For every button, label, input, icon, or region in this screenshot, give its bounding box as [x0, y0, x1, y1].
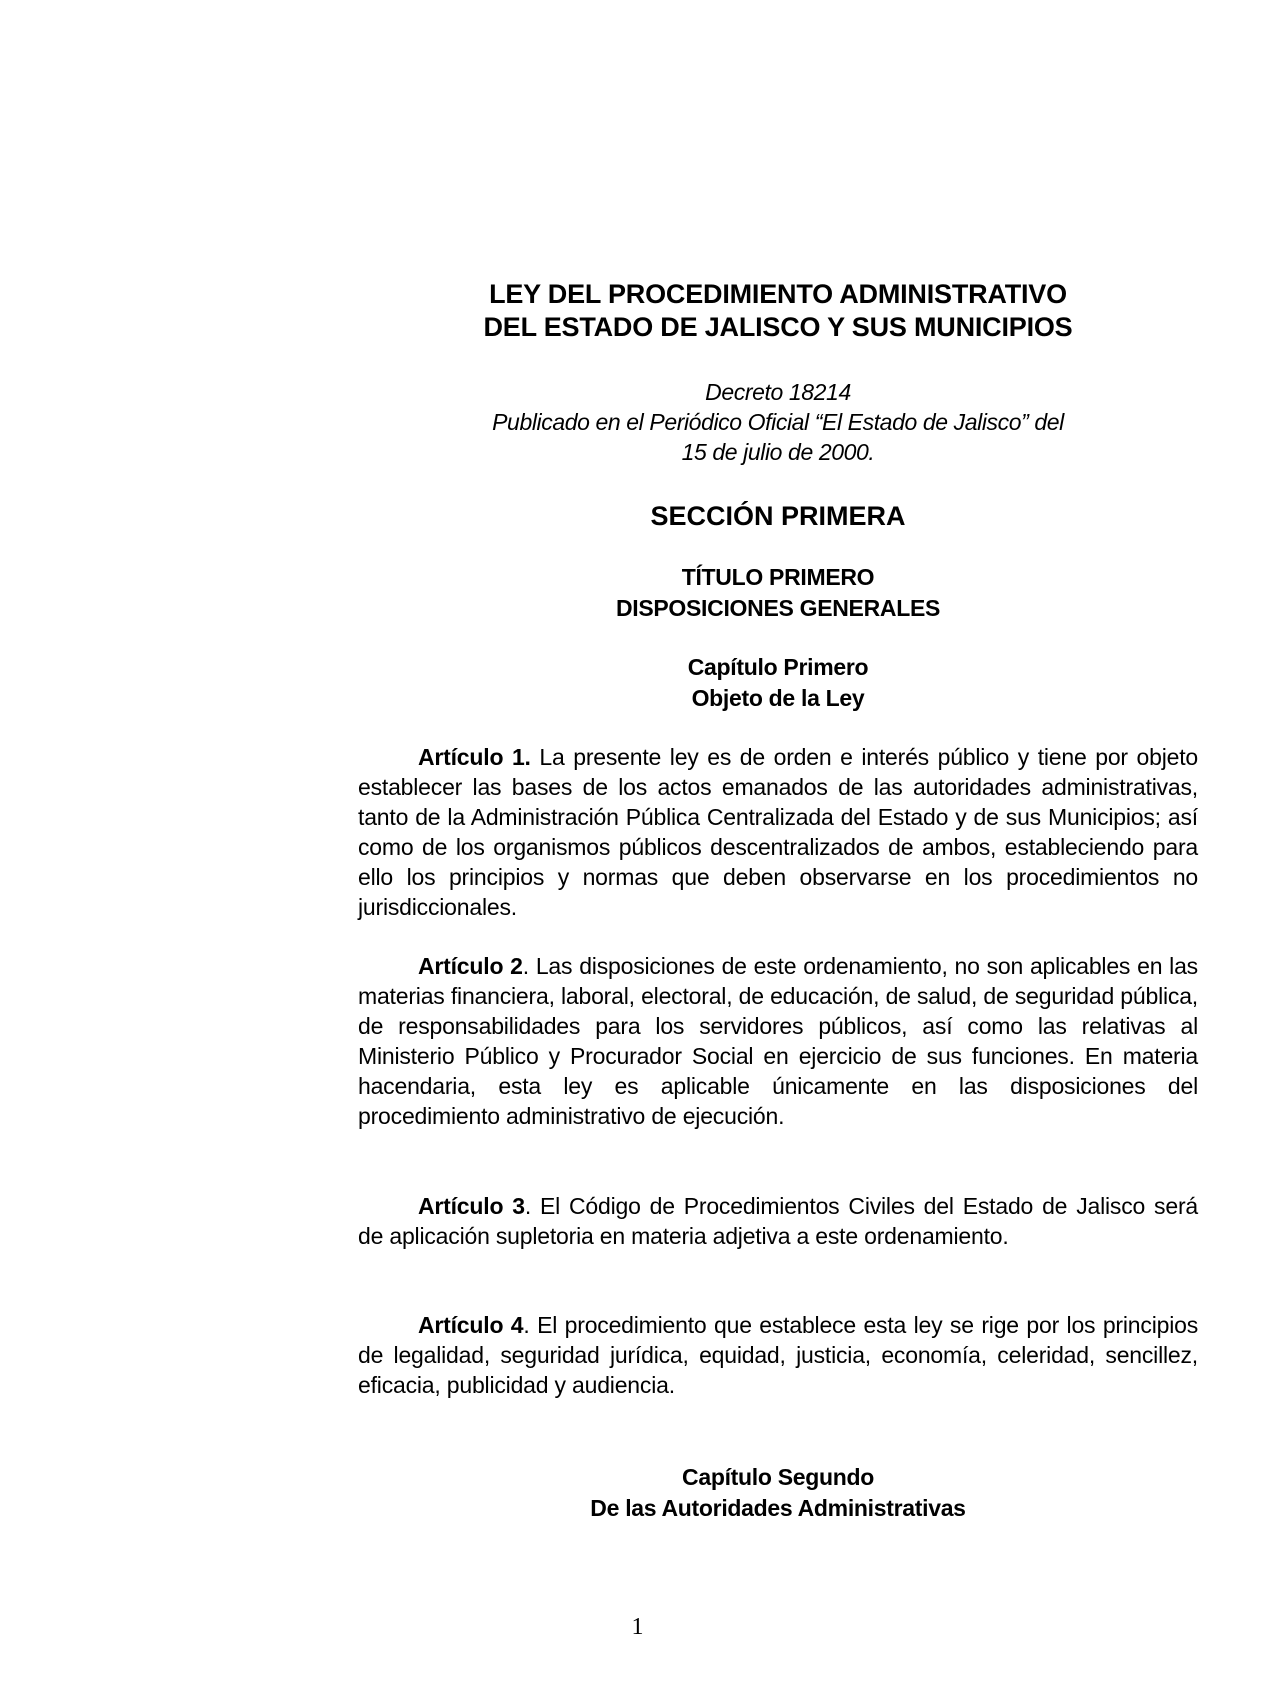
publication-line2: 15 de julio de 2000.	[681, 439, 875, 465]
law-title	[358, 278, 1198, 344]
chapter-one-line1: Capítulo Primero	[687, 654, 869, 680]
section-heading: SECCIÓN PRIMERA	[650, 501, 906, 531]
titulo-line2: DISPOSICIONES GENERALES	[615, 595, 941, 621]
article-2-label: Artículo 2	[418, 953, 523, 979]
article-1-text: La presente ley es de orden e interés público y tiene por objeto establecer las bases de los actos emanados de las autoridades administrativas, tanto de la Administración Pública Centralizada del Estado y de sus Municipios; así como de los organismos públicos descentralizados de ambos, estableciendo para ello los principios y normas que deben observarse en los procedimientos no jurisdiccionales.	[358, 744, 1198, 920]
article-2-text: . Las disposiciones de este ordenamiento, no son aplicables en las materias financiera, laboral, electoral, de educación, de salud, de seguridad pública, de responsabilidades para los servidores públicos, así como las relativas al Ministerio Público y Procurador Social en ejercicio de sus funciones. En materia hacendaria, esta ley es aplicable únicamente en las disposiciones del procedimiento administrativo de ejecución.	[358, 953, 1198, 1129]
chapter-two-heading	[358, 1462, 1198, 1524]
article-2	[358, 951, 1198, 1131]
titulo-heading	[358, 562, 1198, 624]
law-title-line1: LEY DEL PROCEDIMIENTO ADMINISTRATIVO	[489, 279, 1067, 309]
chapter-one-heading	[358, 652, 1198, 714]
article-4-text: . El procedimiento que establece esta ley se rige por los principios de legalidad, seguridad jurídica, equidad, justicia, economía, celeridad, sencillez, eficacia, publicidad y audiencia.	[358, 1312, 1198, 1398]
decree-number: Decreto 18214	[705, 379, 851, 405]
article-4	[358, 1310, 1198, 1400]
article-3-text: . El Código de Procedimientos Civiles del Estado de Jalisco será de aplicación supletoria en materia adjetiva a este ordenamiento.	[358, 1193, 1199, 1249]
publication-line1: Publicado en el Periódico Oficial “El Estado de Jalisco” del	[492, 409, 1064, 435]
article-3-label: Artículo 3	[418, 1193, 525, 1219]
article-1-label: Artículo 1.	[418, 744, 531, 770]
law-title-line2: DEL ESTADO DE JALISCO Y SUS MUNICIPIOS	[483, 312, 1073, 342]
chapter-two-line1: Capítulo Segundo	[682, 1464, 874, 1490]
decree-info	[358, 377, 1198, 467]
chapter-two-line2: De las Autoridades Administrativas	[590, 1495, 966, 1521]
article-1	[358, 742, 1198, 922]
article-4-label: Artículo 4	[418, 1312, 524, 1338]
chapter-one-line2: Objeto de la Ley	[691, 685, 865, 711]
titulo-line1: TÍTULO PRIMERO	[681, 564, 875, 590]
article-3	[358, 1191, 1198, 1251]
page-number: 1	[631, 1614, 644, 1640]
